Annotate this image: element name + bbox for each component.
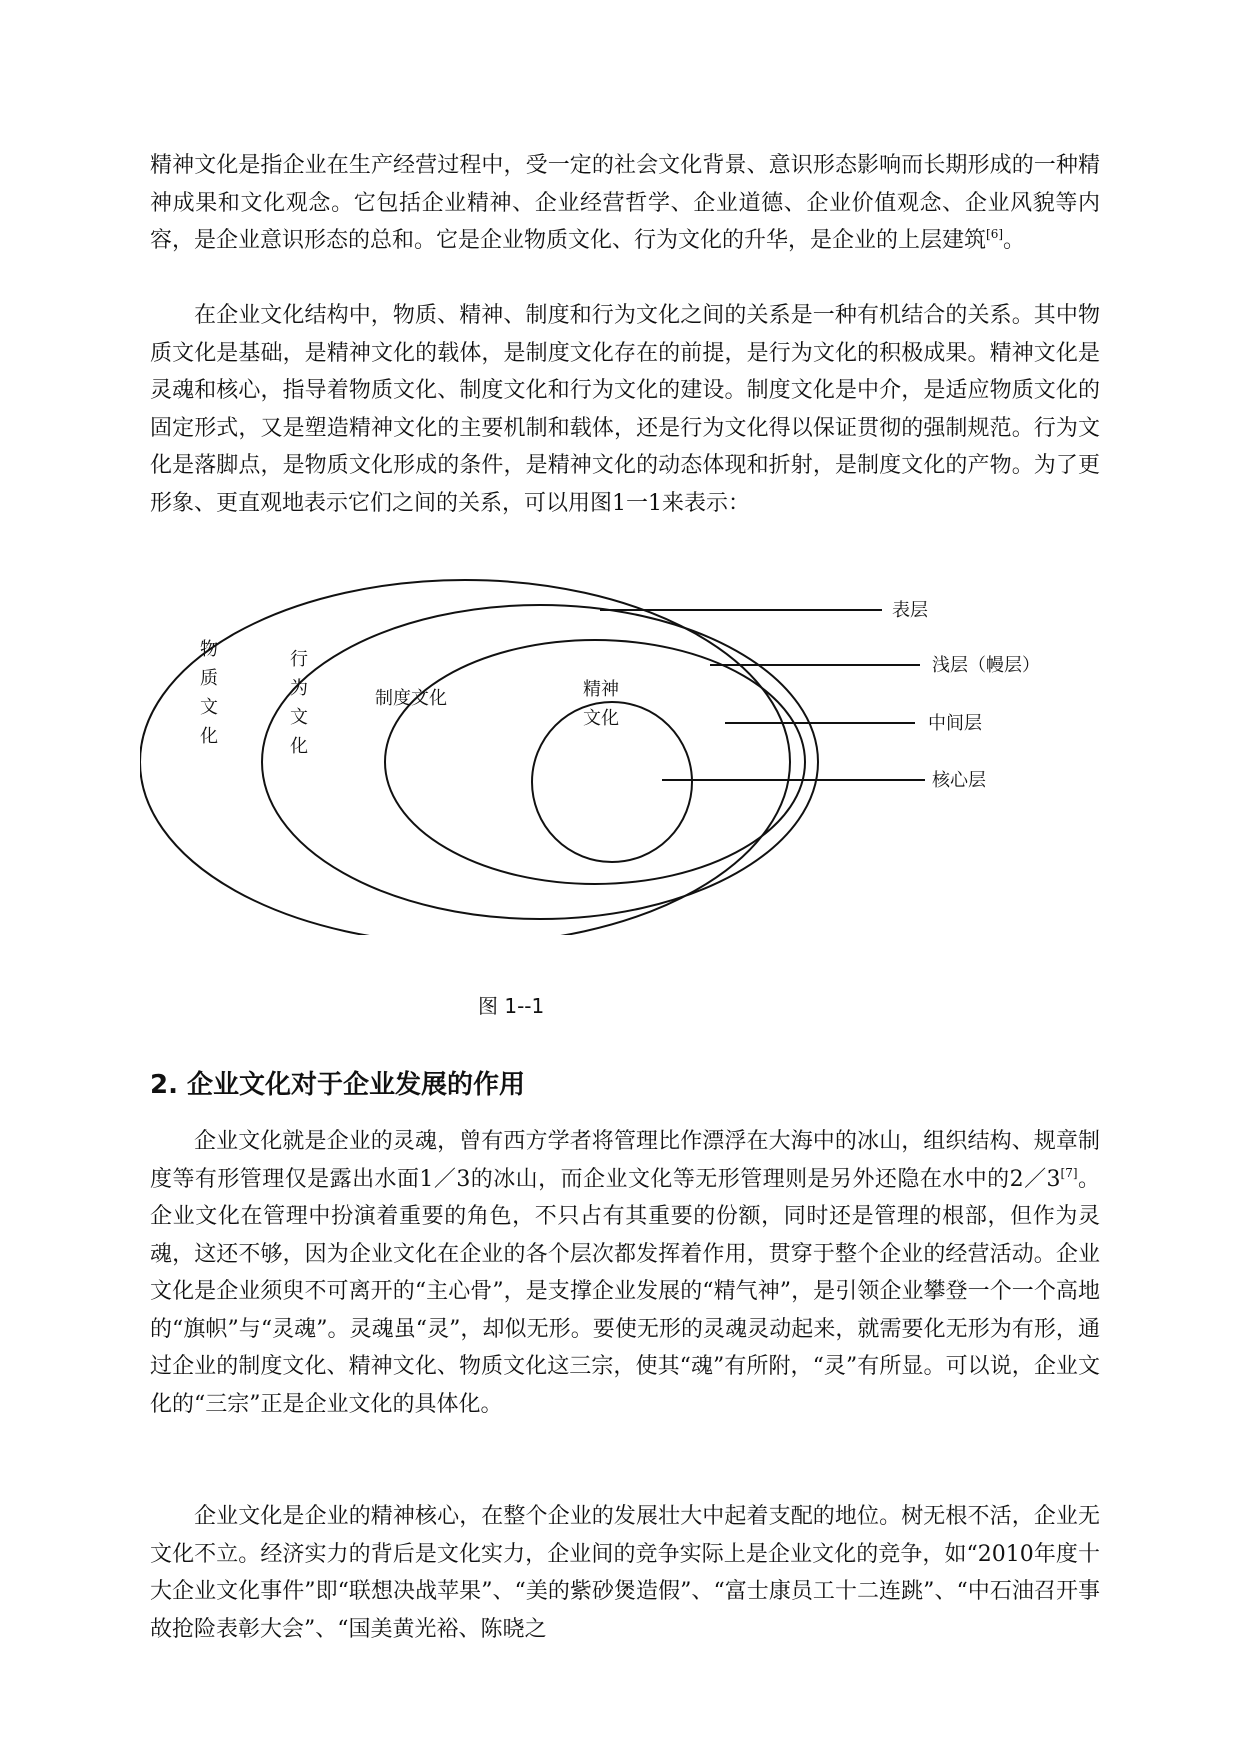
outer-ellipse-material	[140, 580, 790, 935]
label-middle: 中间层	[928, 713, 982, 734]
citation-ref: [6]	[986, 227, 1004, 241]
figure-caption: 图 1--1	[478, 994, 545, 1018]
label-material-3: 文	[200, 697, 218, 718]
paragraph-spiritual-culture	[150, 147, 1100, 260]
label-material-2: 质	[200, 668, 218, 689]
paragraph-culture-core: 企业文化是企业的精神核心，在整个企业的发展壮大中起着支配的地位。树无根不活，企业无文化不立。经济实力的背后是文化实力，企业间的竞争实际上是企业文化的竞争，如“2010年度十大企业文化事件”即“联想决战苹果”、“美的紫砂煲造假”、“富士康员工十二连跳”、“中石油召开事故抢险表彰大会”、“国美黄光裕、陈晓之	[150, 1504, 1100, 1642]
label-core: 核心层	[932, 770, 986, 791]
label-material-4: 化	[200, 726, 218, 747]
paragraph-text: 企业文化就是企业的灵魂，曾有西方学者将管理比作漂浮在大海中的冰山，组织结构、规章制度等有形管理仅是露出水面1／3的冰山，而企业文化等无形管理则是另外还隐在水中的2／3	[150, 1129, 1100, 1192]
label-behavior-1: 行	[290, 649, 308, 670]
label-behavior-3: 文	[290, 707, 308, 728]
label-behavior-2: 为	[290, 678, 308, 699]
citation-ref: [7]	[1060, 1165, 1078, 1180]
paragraph-structure-relations: 在企业文化结构中，物质、精神、制度和行为文化之间的关系是一种有机结合的关系。其中物质文化是基础，是精神文化的载体，是制度文化存在的前提，是行为文化的积极成果。精神文化是灵魂和核心，指导着物质文化、制度文化和行为文化的建设。制度文化是中介，是适应物质文化的固定形式，又是塑造精神文化的主要机制和载体，还是行为文化得以保证贯彻的强制规范。行为文化是落脚点，是物质文化形成的条件，是精神文化的动态体现和折射，是制度文化的产物。为了更形象、更直观地表示它们之间的关系，可以用图1一1来表示：	[150, 303, 1100, 516]
culture-layers-diagram	[140, 575, 1040, 935]
label-institution: 制度文化	[375, 688, 447, 709]
paragraph-text: 精神文化是指企业在生产经营过程中，受一定的社会文化背景、意识形态影响而长期形成的一种精神成果和文化观念。它包括企业精神、企业经营哲学、企业道德、企业价值观念、企业风貌等内容，是企业意识形态的总和。它是企业物质文化、行为文化的升华，是企业的上层建筑	[150, 153, 1100, 253]
section-heading: 2. 企业文化对于企业发展的作用	[150, 1070, 526, 1100]
ellipse-behavior	[262, 605, 818, 919]
label-spirit-2: 文化	[583, 708, 619, 729]
ellipse-institution	[385, 640, 805, 884]
label-spirit-1: 精神	[583, 679, 619, 700]
paragraph-tail: 。	[1003, 228, 1026, 253]
paragraph-text-cont: 。企业文化在管理中扮演着重要的角色，不只占有其重要的份额，同时还是管理的根部，但作为灵魂，这还不够，因为企业文化在企业的各个层次都发挥着作用，贯穿于整个企业的经营活动。企业文化是企业须臾不可离开的“主心骨”，是支撑企业发展的“精气神”，是引领企业攀登一个一个高地的“旗帜”与“灵魂”。灵魂虽“灵”，却似无形。要使无形的灵魂灵动起来，就需要化无形为有形，通过企业的制度文化、精神文化、物质文化这三宗，使其“魂”有所附，“灵”有所显。可以说，企业文化的“三宗”正是企业文化的具体化。	[150, 1166, 1100, 1417]
label-shallow: 浅层（幔层）	[932, 655, 1040, 676]
label-behavior-4: 化	[290, 736, 308, 757]
label-surface: 表层	[892, 600, 928, 621]
label-material-1: 物	[200, 639, 218, 660]
paragraph-culture-soul	[150, 1123, 1100, 1423]
